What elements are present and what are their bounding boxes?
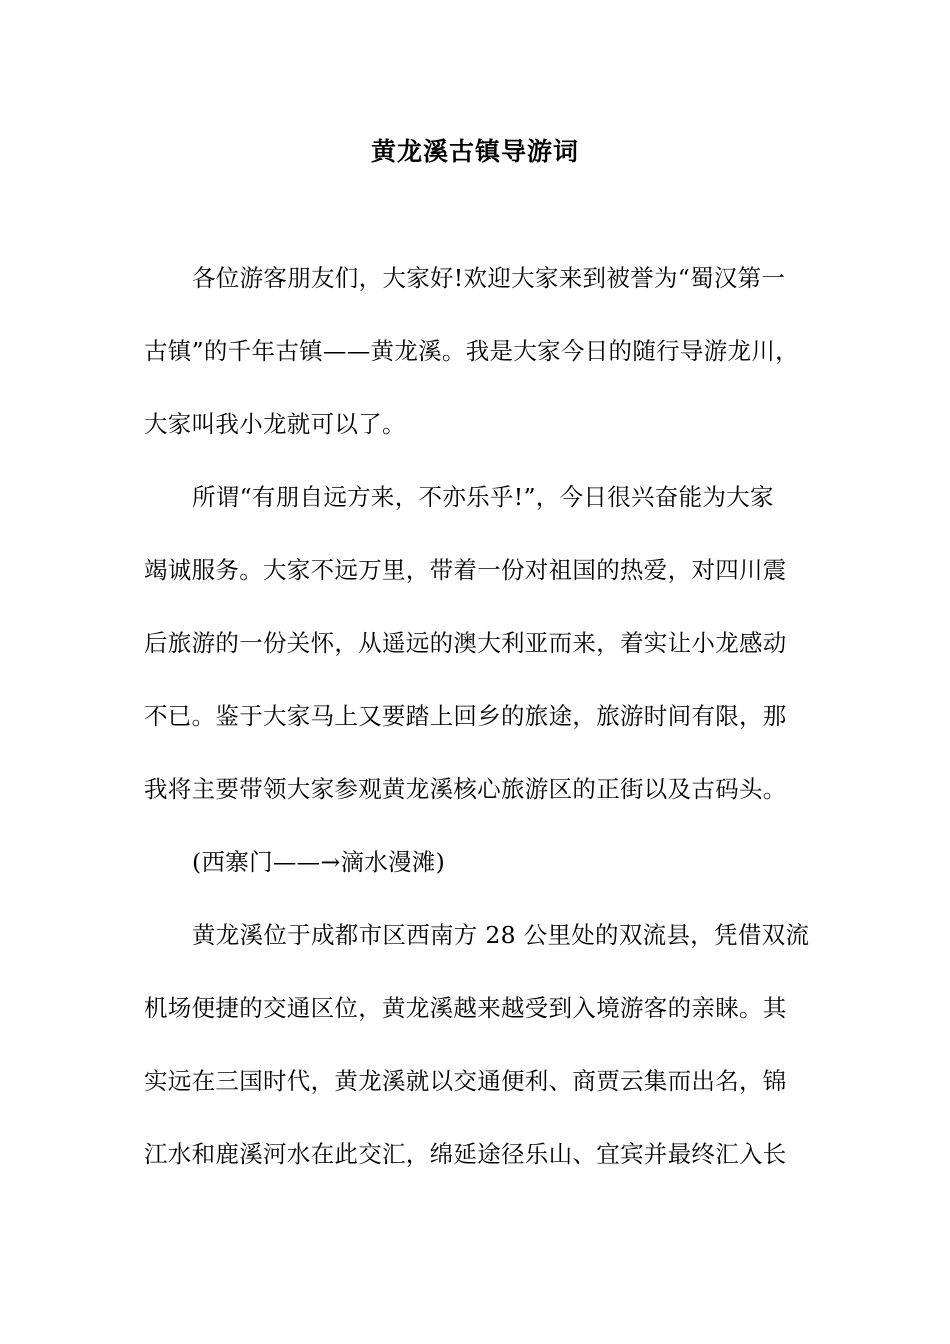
text-line: 所谓“有朋自远方来，不亦乐乎!”，今日很兴奋能为大家 xyxy=(192,483,774,511)
text-line: 不已。鉴于大家马上又要踏上回乡的旅途，旅游时间有限，那 xyxy=(144,702,787,730)
document-body xyxy=(144,253,810,1202)
text-line: 实远在三国时代，黄龙溪就以交通便利、商贾云集而出名，锦 xyxy=(144,1067,787,1095)
text-line: 机场便捷的交通区位，黄龙溪越来越受到入境游客的亲睐。其 xyxy=(144,994,787,1022)
text-line: 竭诚服务。大家不远万里，带着一份对祖国的热爱，对四川震 xyxy=(144,556,787,584)
text-line: 后旅游的一份关怀，从遥远的澳大利亚而来，着实让小龙感动 xyxy=(144,629,787,657)
text-line: 黄龙溪位于成都市区西南方 28 公里处的双流县，凭借双流 xyxy=(192,921,810,949)
document-title: 黄龙溪古镇导游词 xyxy=(370,137,579,166)
text-line: 古镇”的千年古镇——黄龙溪。我是大家今日的随行导游龙川， xyxy=(144,337,799,365)
text-line: (西寨门——→滴水漫滩) xyxy=(192,848,446,876)
text-line: 各位游客朋友们，大家好!欢迎大家来到被誉为“蜀汉第一 xyxy=(192,264,786,292)
text-line: 我将主要带领大家参观黄龙溪核心旅游区的正街以及古码头。 xyxy=(144,775,787,803)
text-line: 大家叫我小龙就可以了。 xyxy=(144,410,406,438)
text-line: 江水和鹿溪河水在此交汇，绵延途径乐山、宜宾并最终汇入长 xyxy=(144,1140,787,1168)
